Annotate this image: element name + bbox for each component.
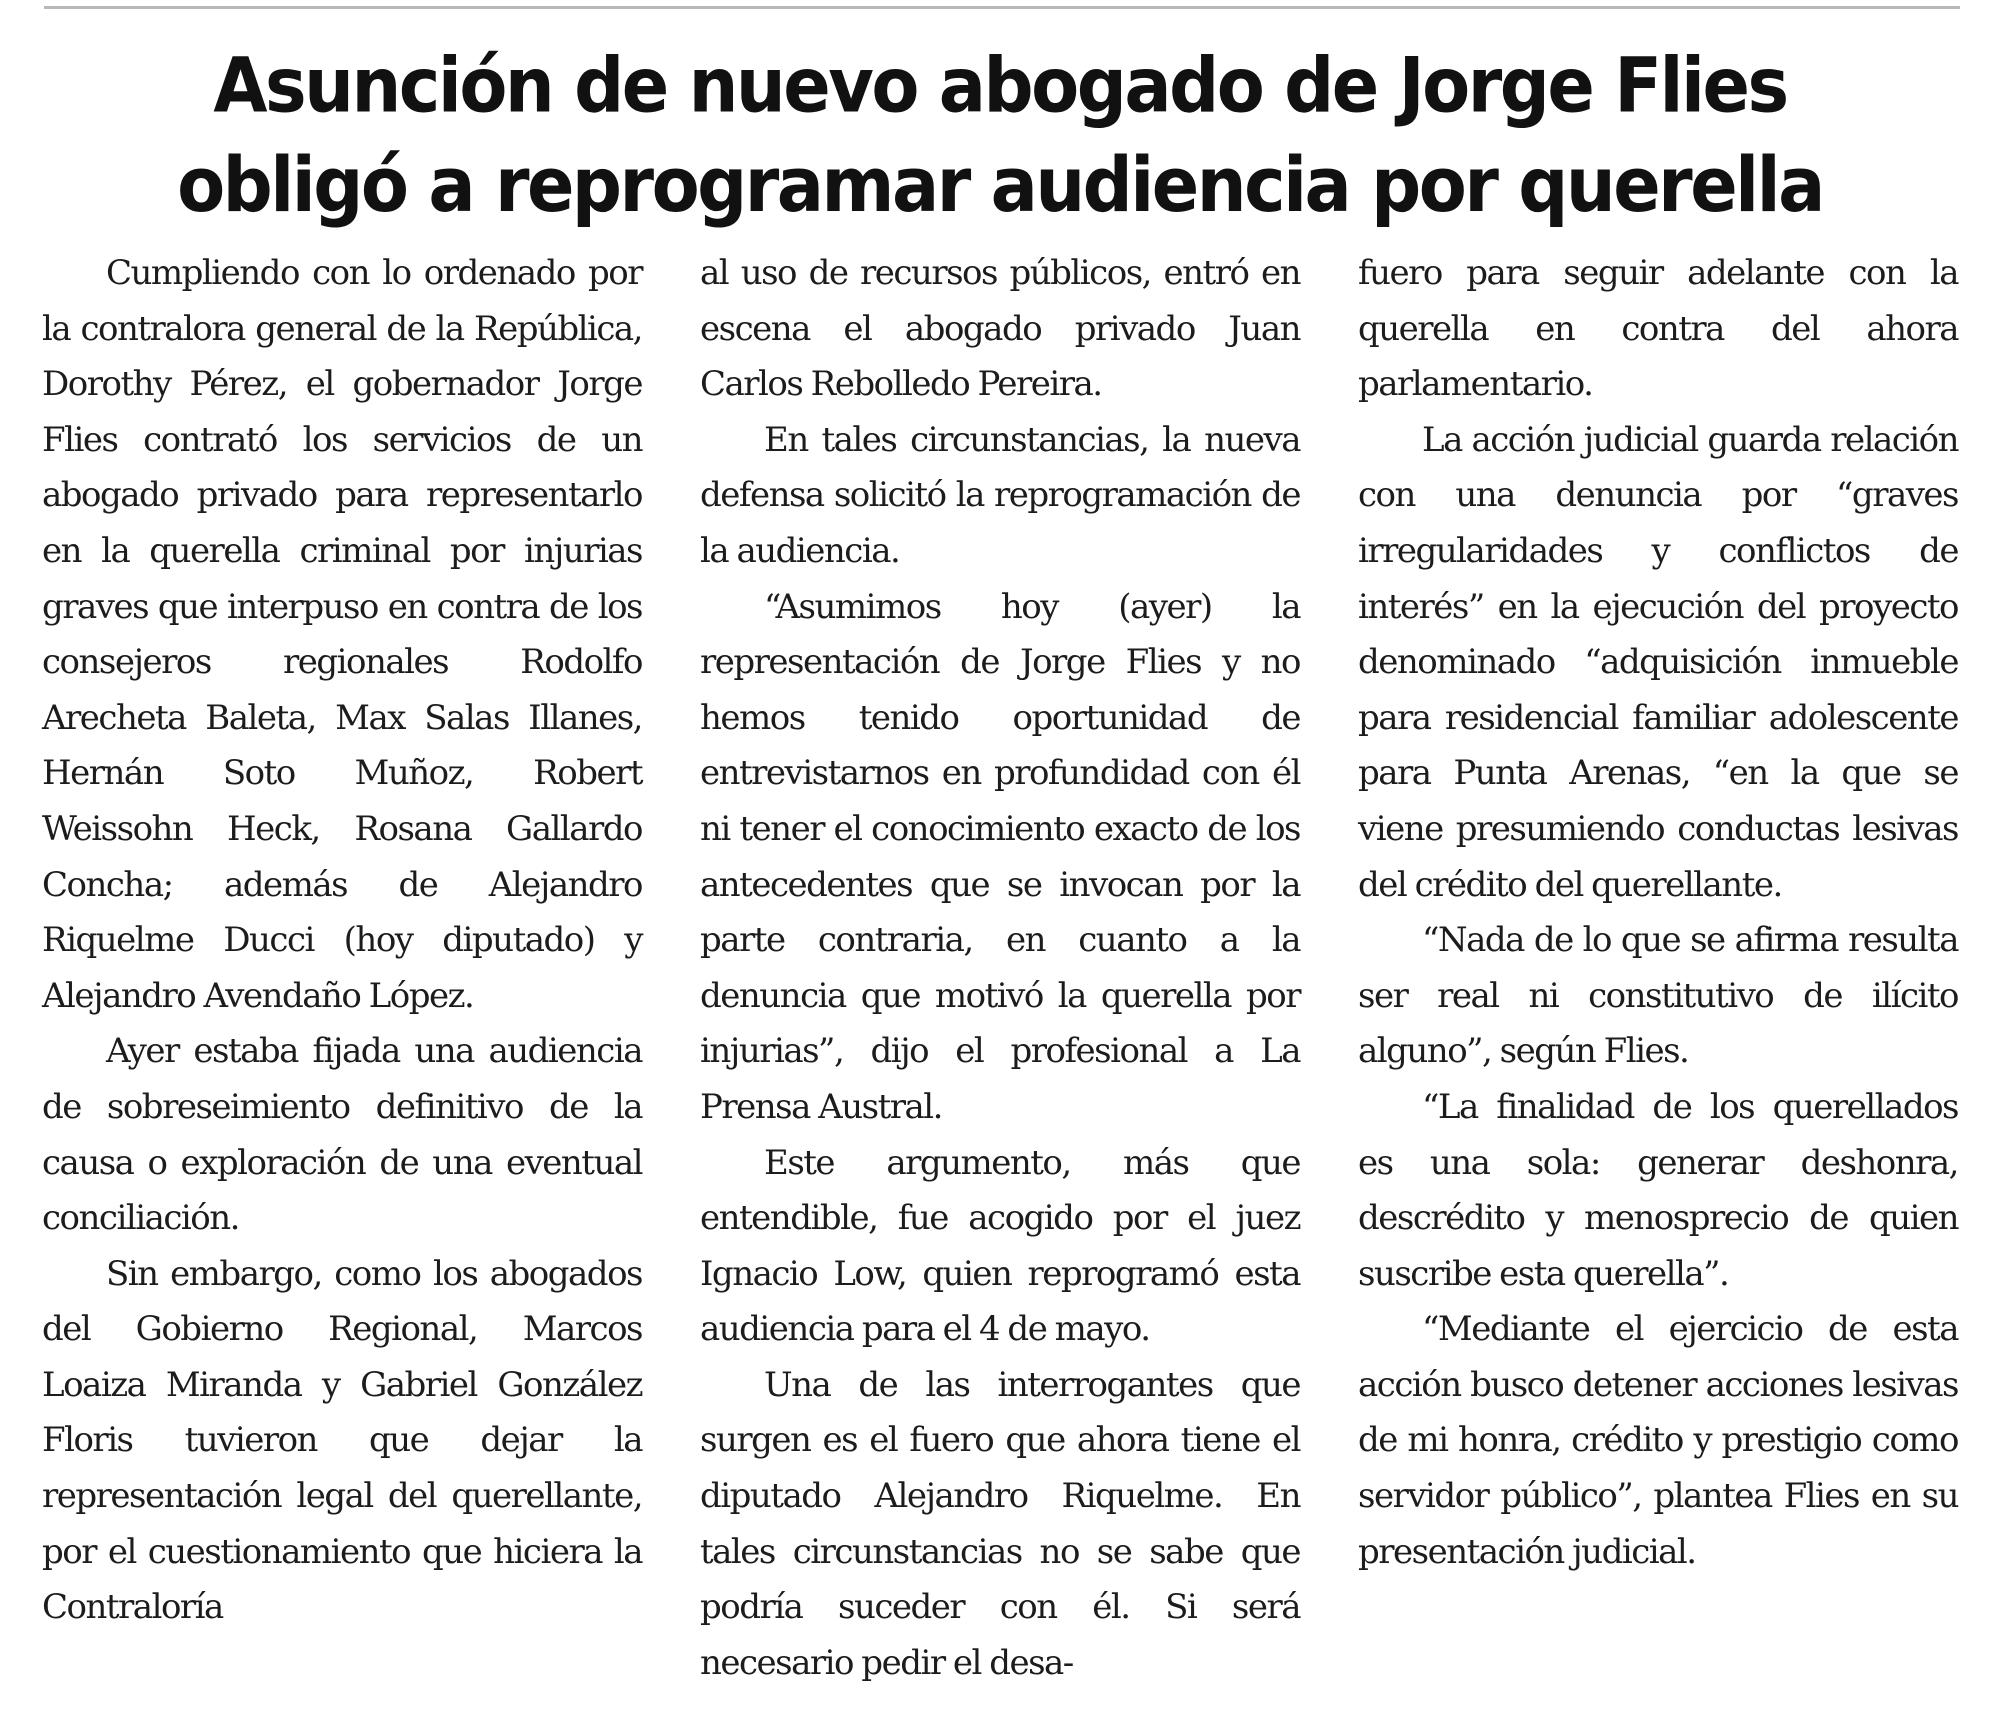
- column-2: [700, 246, 1300, 1691]
- paragraph-continued: fuero para seguir adelante con la querella en contra del ahora parlamentario.: [1358, 253, 1958, 405]
- top-rule: [44, 6, 1960, 9]
- headline-line-1: Asunción de nuevo abogado de Jorge Flies: [213, 41, 1787, 130]
- article-body: [0, 246, 2000, 1686]
- column-1: [42, 246, 642, 1636]
- paragraph: “Asumimos hoy (ayer) la representación de Jorge Flies y no hemos tenido oportunidad de entrevistarnos en profundidad con él ni tener el conocimiento exacto de los antecedentes que se invocan por la parte contraria, en cuanto a la denuncia que motivó la querella por injurias”, dijo el profesional a La Prensa Austral.: [700, 586, 1300, 1127]
- paragraph: Este argumento, más que entendible, fue acogido por el juez Ignacio Low, quien reprogramó esta audiencia para el 4 de mayo.: [700, 1142, 1300, 1350]
- paragraph-continued: al uso de recursos públicos, entró en escena el abogado privado Juan Carlos Rebolledo Pereira.: [700, 253, 1300, 405]
- paragraph: En tales circunstancias, la nueva defensa solicitó la reprogramación de la audiencia.: [700, 419, 1300, 571]
- headline-line-2: obligó a reprogramar audiencia por querella: [177, 140, 1823, 230]
- paragraph: Cumpliendo con lo ordenado por la contralora general de la República, Dorothy Pérez, el gobernador Jorge Flies contrató los servicios de un abogado privado para representarlo en la querella criminal por injurias graves que interpuso en contra de los consejeros regionales Rodolfo Arecheta Baleta, Max Salas Illanes, Hernán Soto Muñoz, Robert Weissohn Heck, Rosana Gallardo Concha; además de Alejandro Riquelme Ducci (hoy diputado) y Alejandro Avendaño López.: [42, 253, 642, 1016]
- paragraph: Sin embargo, como los abogados del Gobierno Regional, Marcos Loaiza Miranda y Gabriel González Floris tuvieron que dejar la representación legal del querellante, por el cuestionamiento que hiciera la Contraloría: [42, 1253, 642, 1628]
- paragraph: Una de las interrogantes que surgen es el fuero que ahora tiene el diputado Alejandro Riquelme. En tales circunstancias no se sabe que podría suceder con él. Si será necesario pedir el desa-: [700, 1364, 1300, 1683]
- article-headline: [60, 36, 1940, 235]
- paragraph: “Mediante el ejercicio de esta acción busco detener acciones lesivas de mi honra, crédito y prestigio como servidor público”, plantea Flies en su presentación judicial.: [1358, 1309, 1958, 1572]
- paragraph: “Nada de lo que se afirma resulta ser real ni constitutivo de ilícito alguno”, según Flies.: [1358, 920, 1958, 1072]
- paragraph: “La finalidad de los querellados es una sola: generar deshonra, descrédito y menosprecio de quien suscribe esta querella”.: [1358, 1086, 1958, 1294]
- paragraph: Ayer estaba fijada una audiencia de sobreseimiento definitivo de la causa o exploración de una eventual conciliación.: [42, 1031, 642, 1239]
- column-3: [1358, 246, 1958, 1580]
- paragraph: La acción judicial guarda relación con una denuncia por “graves irregularidades y conflictos de interés” en la ejecución del proyecto denominado “adquisición inmueble para residencial familiar adolescente para Punta Arenas, “en la que se viene presumiendo conductas lesivas del crédito del querellante.: [1358, 419, 1958, 905]
